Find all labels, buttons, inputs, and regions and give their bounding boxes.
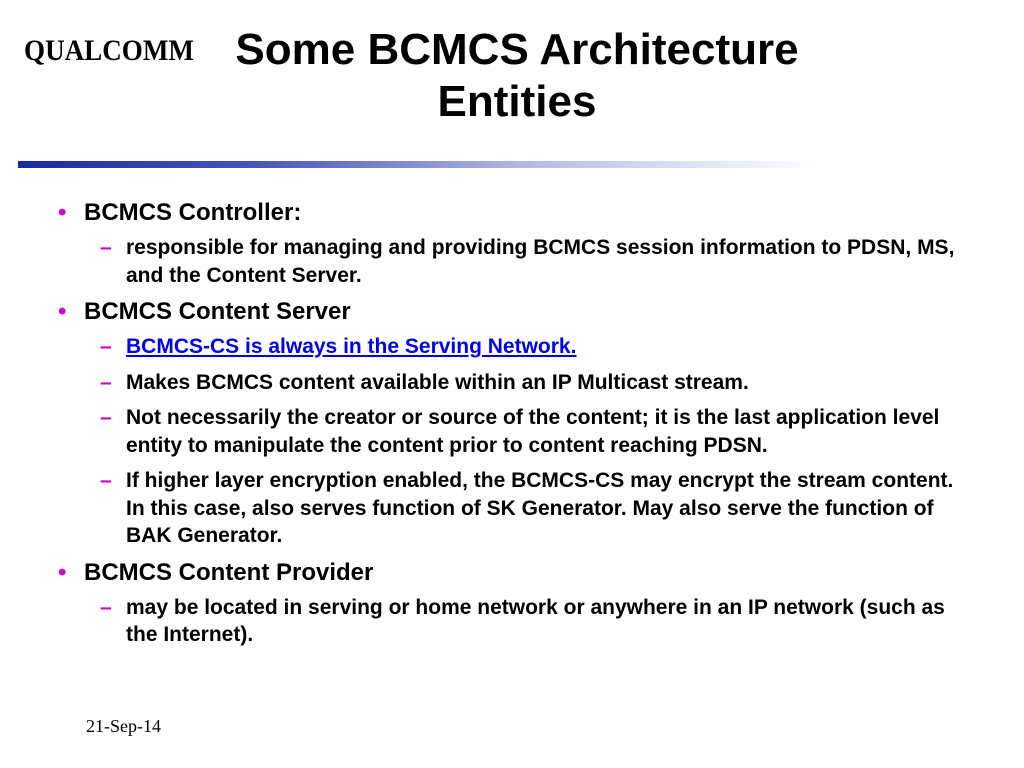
title-divider — [18, 161, 818, 168]
slide-title-line-2: Entities — [437, 77, 597, 126]
sub-item — [100, 467, 958, 550]
bullet-text: BCMCS Controller: — [84, 199, 302, 226]
sub-item-text: responsible for managing and providing BCMCS session information to PDSN, MS, and the Content Server. — [126, 236, 955, 287]
dash-icon: – — [100, 595, 112, 619]
sub-item — [100, 234, 958, 289]
bullet-list — [58, 198, 958, 657]
sub-item-text: may be located in serving or home network or anywhere in an IP network (such as the Internet). — [126, 595, 945, 646]
bullet-item-controller — [58, 198, 958, 228]
dash-icon: – — [100, 406, 112, 429]
slide-title-line-1: Some BCMCS Architecture — [235, 25, 799, 74]
dash-icon: – — [100, 370, 112, 394]
sub-item — [100, 333, 958, 361]
sub-item-text: Not necessarily the creator or source of the content; it is the last application level entity to manipulate the content prior to content reaching PDSN. — [126, 406, 940, 457]
dash-icon: – — [100, 335, 112, 358]
sub-item — [100, 404, 958, 459]
bullet-text: BCMCS Content Provider — [84, 558, 374, 586]
dash-icon: – — [100, 236, 112, 259]
bullet-item-content-provider — [58, 558, 958, 588]
bullet-item-content-server — [58, 297, 958, 327]
bullet-icon: • — [58, 558, 67, 586]
footer-date: 21-Sep-14 — [86, 716, 161, 736]
sub-item-text: Makes BCMCS content available within an IP Multicast stream. — [126, 370, 749, 394]
bullet-icon: • — [58, 298, 67, 325]
slide-title — [150, 24, 884, 128]
sub-item-text: If higher layer encryption enabled, the BCMCS-CS may encrypt the stream content. In this case, also serves function of SK Generator. May also serve the function of BAK Generator. — [126, 469, 954, 547]
svg-text:QUALCOMM: QUALCOMM — [24, 34, 194, 67]
bullet-text: BCMCS Content Server — [84, 298, 351, 325]
bullet-icon: • — [58, 199, 67, 226]
sub-item — [100, 369, 958, 397]
dash-icon: – — [100, 469, 112, 492]
serving-network-link[interactable]: BCMCS-CS is always in the Serving Network. — [126, 335, 577, 358]
sub-item — [100, 594, 958, 649]
